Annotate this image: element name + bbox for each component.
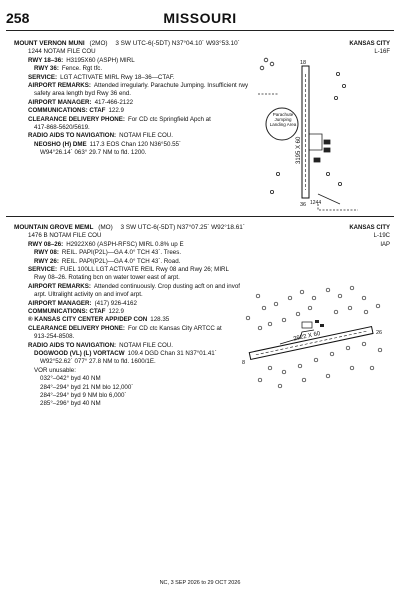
runway-dimension: 2922 X 60 [292, 330, 321, 343]
detail-text: NOTAM FILE COU. [119, 132, 173, 140]
tree-obstacle-icon [258, 378, 262, 382]
runway-end-18: 18 [300, 60, 307, 66]
detail-text: 284°–294° byd 21 NM blo 12,000´ [40, 383, 134, 391]
detail-line [34, 141, 181, 149]
tree-obstacle-icon [376, 304, 380, 308]
detail-line [28, 99, 133, 107]
detail-label: CLEARANCE DELIVERY PHONE: [28, 115, 125, 123]
detail-line [28, 342, 173, 350]
detail-label: DOGWOOD (VL) (L) VORTACW [34, 350, 125, 357]
detail-text: FUEL 100LL LGT ACTIVATE REIL Rwy 08 and Rwy 26; MIRL [60, 266, 229, 273]
detail-label: AIRPORT REMARKS: [28, 282, 91, 290]
tree-obstacle-icon [268, 322, 272, 326]
city-name: KANSAS CITY [349, 41, 390, 47]
detail-line [28, 300, 137, 308]
tree-obstacle-icon [262, 306, 266, 310]
city-name: KANSAS CITY [349, 225, 390, 231]
detail-label: RWY 08–26: [28, 240, 64, 248]
detail-line [34, 258, 180, 266]
tree-obstacle-icon [282, 370, 286, 374]
airport-name: MOUNT VERNON MUNI [14, 40, 85, 47]
detail-text: 417-868-5620/5619. [34, 124, 90, 131]
detail-text: Attended irregularly. Parachute Jumping. Insufficient rwy [93, 82, 249, 89]
detail-line [28, 82, 248, 90]
detail-line [28, 116, 211, 124]
tree-obstacle-icon [246, 316, 250, 320]
detail-line [28, 316, 169, 324]
detail-label: RWY 26: [34, 257, 59, 265]
tree-obstacle-icon [308, 306, 312, 310]
airport-location: 3 SW UTC-6(-5DT) N37°07.25´ W92°18.61´ [120, 224, 245, 231]
detail-text: 285°–296° byd 40 NM [40, 400, 101, 408]
airport-diagram [248, 54, 360, 214]
detail-line [28, 74, 175, 82]
state-title: MISSOURI [163, 10, 237, 26]
page-number: 258 [6, 10, 30, 26]
detail-line [40, 358, 156, 366]
page-footer: NC, 3 SEP 2026 to 29 OCT 2026 [159, 580, 241, 586]
detail-text: REIL. PAPI(P2L)—GA 4.0° TCH 43´. Trees. [61, 249, 182, 257]
detail-label: COMMUNICATIONS: CTAF [28, 308, 106, 315]
detail-text: H3195X60 (ASPH) MIRL [66, 56, 135, 64]
detail-text: For CD ctc Springfield Apch at [127, 115, 211, 123]
detail-text: 122.9 [108, 308, 124, 315]
detail-text: 122.9 [108, 107, 124, 115]
detail-label: AIRPORT MANAGER: [28, 98, 92, 106]
airport-header [14, 40, 240, 48]
tree-obstacle-icon [364, 310, 368, 314]
detail-text: W92°52.62´ 077° 27.8 NM to fld. 1600/1E. [40, 358, 156, 366]
header-rule [6, 30, 394, 31]
airport-ident: (2MO) [89, 40, 108, 47]
runway-end-elevation: 1244 [310, 200, 322, 206]
detail-line [40, 149, 146, 157]
detail-line [28, 283, 240, 291]
detail-label: NEOSHO (H) DME [34, 140, 87, 148]
detail-text: 128.35 [150, 316, 170, 324]
detail-text: 284°–294° byd 9 NM blo 6,000´ [40, 392, 127, 399]
detail-text: H2922X60 (ASPH-RFSC) MIRL 0.8% up E [66, 240, 184, 248]
detail-label: AIRPORT MANAGER: [28, 299, 92, 307]
detail-text: 417-466-2122 [94, 98, 134, 106]
chart-ref: L-16F [374, 49, 390, 56]
detail-line [28, 325, 222, 333]
detail-label: RWY 36: [34, 65, 59, 73]
tree-obstacle-icon [296, 312, 300, 316]
tree-obstacle-icon [326, 374, 330, 378]
tree-obstacle-icon [274, 302, 278, 306]
tree-obstacle-icon [350, 286, 354, 290]
tree-obstacle-icon [256, 294, 260, 298]
detail-label: RWY 18–36: [28, 56, 64, 64]
detail-text: 109.4 DGD Chan 31 N37°01.41´ [127, 350, 217, 357]
tree-obstacle-icon [346, 346, 350, 350]
detail-line [34, 350, 217, 358]
detail-text: Attended continuously. Crop dusting acft on and invof [93, 282, 240, 290]
detail-line [28, 132, 173, 140]
runway-end-26: 26 [376, 330, 383, 336]
airport-city [349, 224, 390, 249]
airport-location: 3 SW UTC-6(-5DT) N37°04.10´ W93°53.10´ [115, 40, 240, 47]
detail-label: CLEARANCE DELIVERY PHONE: [28, 324, 125, 332]
runway-dimension: 3195 X 60 [296, 136, 302, 164]
runway-end-36: 36 [300, 202, 307, 208]
tree-obstacle-icon [300, 290, 304, 294]
tree-obstacle-icon [312, 296, 316, 300]
detail-label: AIRPORT REMARKS: [28, 82, 91, 89]
tree-obstacle-icon [350, 366, 354, 370]
airport-elev-notam: 1244 NOTAM FILE COU [28, 48, 96, 56]
detail-line [40, 392, 126, 400]
airport-name: MOUNTAIN GROVE MEML [14, 224, 94, 231]
detail-label: RADIO AIDS TO NAVIGATION: [28, 341, 117, 349]
tree-obstacle-icon [298, 364, 302, 368]
entry-rule [6, 216, 394, 217]
tree-obstacle-icon [268, 366, 272, 370]
detail-label: COMMUNICATIONS: CTAF [28, 107, 106, 115]
detail-line [40, 384, 133, 392]
detail-line [34, 291, 143, 299]
detail-line [34, 367, 76, 375]
detail-line [28, 308, 124, 316]
detail-text: Rwy 08–26. Rotating bcn on water tower east of arpt. [34, 274, 180, 282]
tree-obstacle-icon [348, 306, 352, 310]
tree-obstacle-icon [282, 318, 286, 322]
detail-line [34, 274, 180, 282]
parachute-area-label: Parachute Jumping Landing Area [269, 112, 297, 128]
detail-label: ® KANSAS CITY CENTER APP/DEP CON [28, 316, 148, 324]
detail-line [40, 375, 101, 383]
airport-ident: (MO) [98, 224, 113, 231]
tree-obstacle-icon [362, 342, 366, 346]
detail-line [28, 241, 184, 249]
detail-text: (417) 926-4162 [94, 299, 137, 307]
page-header [0, 0, 400, 30]
tree-obstacle-icon [288, 296, 292, 300]
tree-obstacle-icon [338, 294, 342, 298]
chart-ref: L-19C [373, 233, 390, 240]
airport-diagram [240, 268, 390, 396]
detail-line [34, 65, 102, 73]
detail-text: W94°26.14´ 063° 29.7 NM to fld. 1200. [40, 149, 147, 157]
tree-obstacle-icon [302, 378, 306, 382]
detail-text: 913-254-8508. [34, 333, 75, 341]
detail-line [28, 107, 124, 115]
detail-label: SERVICE: [28, 73, 58, 81]
tree-obstacle-icon [330, 352, 334, 356]
airport-elev-notam: 1476 B NOTAM FILE COU [28, 232, 102, 240]
detail-text: arpt. Ultralight activity on and invof arpt. [34, 291, 143, 299]
detail-text: safety area length byd Rwy 36 end. [34, 90, 131, 98]
detail-line [34, 333, 74, 341]
detail-line [40, 400, 101, 408]
detail-line [34, 249, 181, 257]
airport-header [14, 224, 245, 232]
iap-ref[interactable]: IAP [380, 241, 390, 248]
tree-obstacle-icon [326, 288, 330, 292]
tree-obstacle-icon [378, 348, 382, 352]
detail-label: RWY 08: [34, 249, 59, 257]
tree-obstacle-icon [314, 358, 318, 362]
tree-obstacle-icon [334, 310, 338, 314]
detail-line [34, 90, 131, 98]
detail-text: NOTAM FILE COU. [119, 341, 173, 349]
tree-obstacle-icon [278, 384, 282, 388]
detail-text: Fence. Rgt tfc. [61, 65, 103, 73]
detail-label: RADIO AIDS TO NAVIGATION: [28, 132, 117, 140]
tree-obstacle-icon [258, 326, 262, 330]
detail-line [28, 266, 229, 274]
detail-label: SERVICE: [28, 266, 58, 273]
detail-line [34, 124, 90, 132]
detail-text: 117.3 EOS Chan 120 N36°50.55´ [89, 140, 182, 148]
detail-line [28, 57, 135, 65]
runway-end-8: 8 [242, 360, 246, 366]
detail-text: For CD ctc Kansas City ARTCC at [127, 324, 222, 332]
detail-text: VOR unusable: [34, 366, 76, 374]
detail-text: 032°–042° byd 40 NM [40, 375, 101, 383]
detail-text: REIL. PAPI(P2L)—GA 4.0° TCH 43´. Road. [61, 257, 181, 265]
tree-obstacle-icon [370, 366, 374, 370]
tree-obstacle-icon [362, 296, 366, 300]
detail-text: LGT ACTIVATE MIRL Rwy 18–36—CTAF. [60, 73, 175, 81]
